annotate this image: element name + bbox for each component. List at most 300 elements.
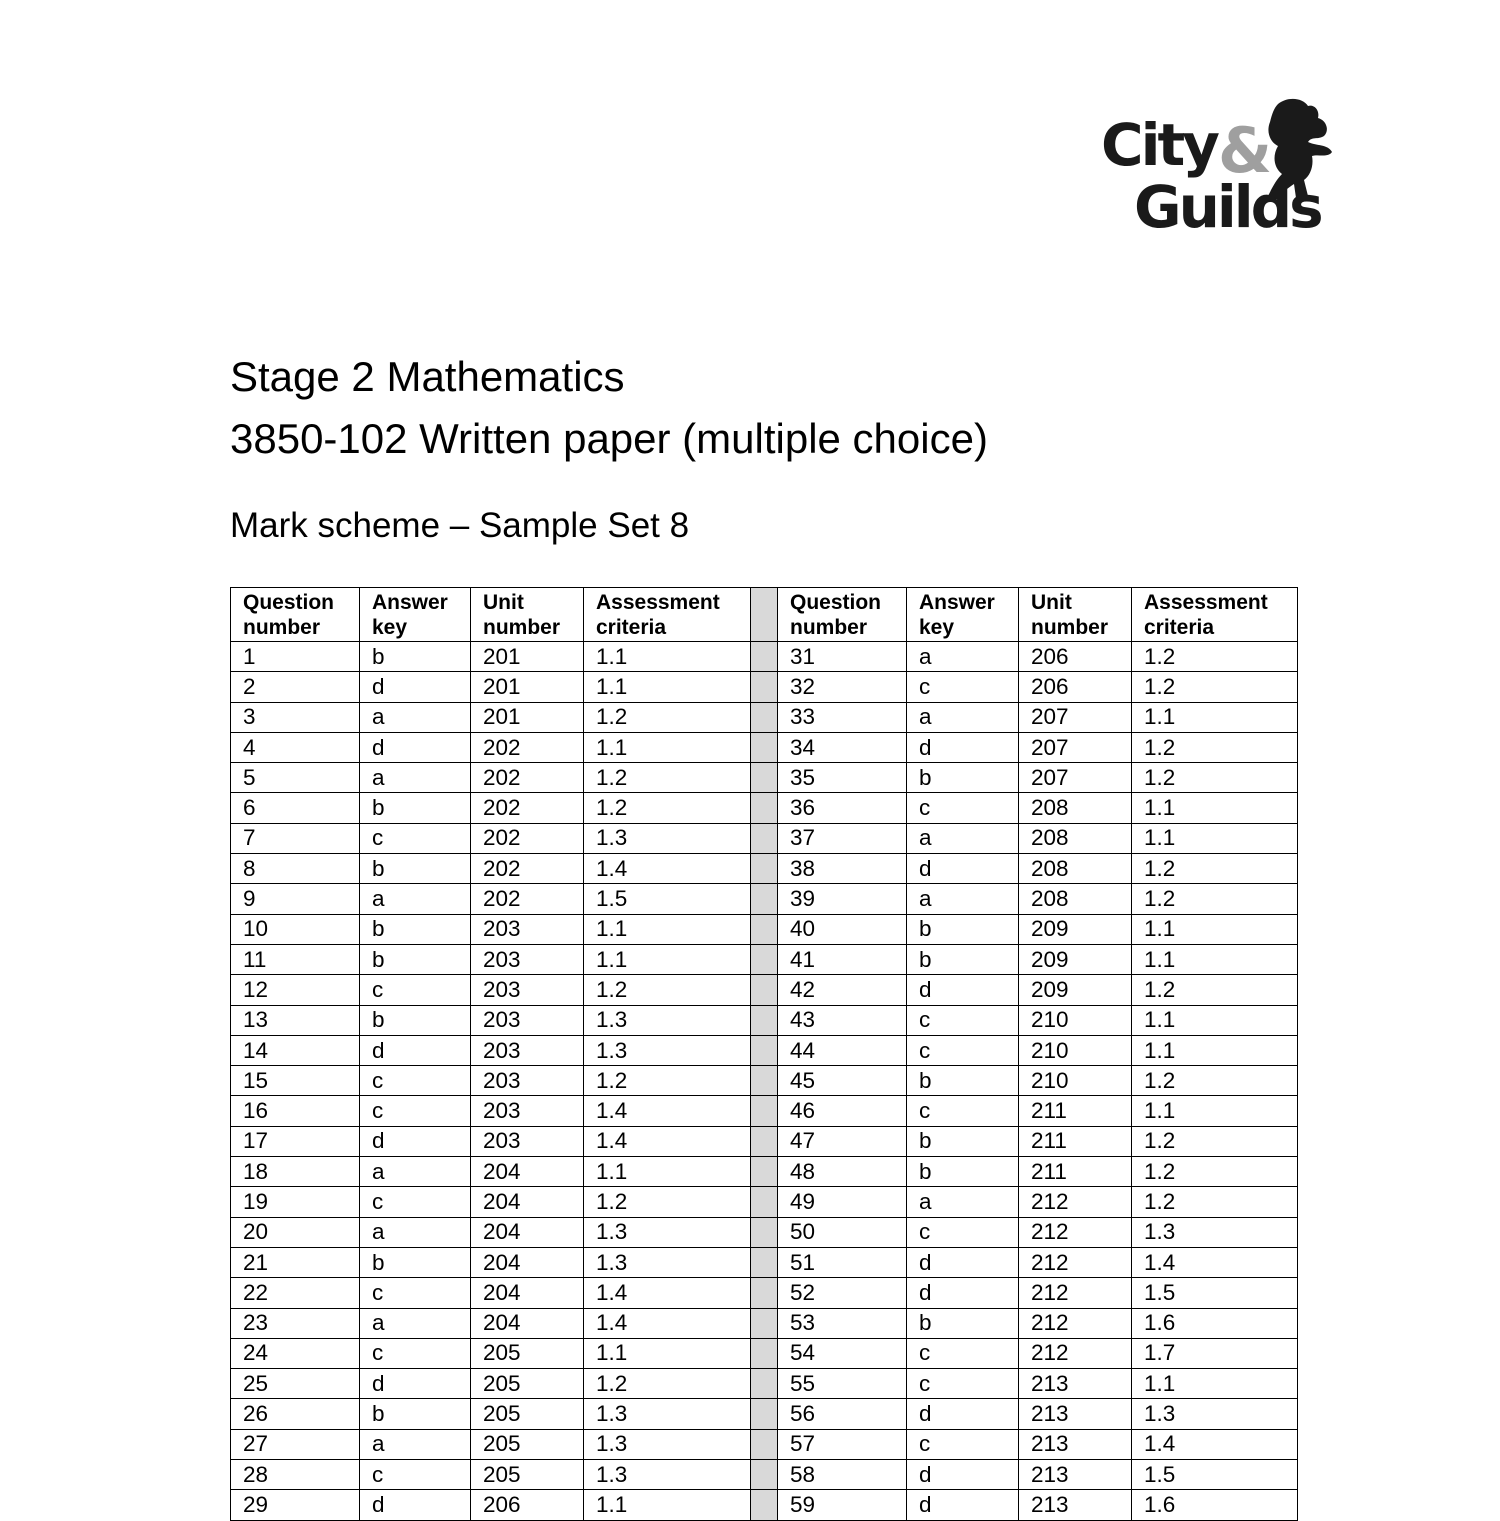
answer-key-cell: a bbox=[907, 642, 1019, 672]
answer-key-cell: c bbox=[907, 793, 1019, 823]
answer-key-cell: b bbox=[360, 642, 471, 672]
assessment-criteria-cell: 1.4 bbox=[584, 1096, 751, 1126]
table-row bbox=[231, 1217, 1298, 1247]
assessment-criteria-cell: 1.3 bbox=[584, 1247, 751, 1277]
question-number-cell: 39 bbox=[778, 884, 907, 914]
answer-key-cell: c bbox=[907, 1429, 1019, 1459]
assessment-criteria-cell: 1.1 bbox=[1132, 1369, 1298, 1399]
assessment-criteria-cell: 1.3 bbox=[584, 1005, 751, 1035]
unit-number-cell: 202 bbox=[471, 823, 584, 853]
header-text: Unit bbox=[1031, 590, 1072, 614]
table-row bbox=[231, 884, 1298, 914]
question-number-cell: 17 bbox=[231, 1126, 360, 1156]
unit-number-cell: 202 bbox=[471, 854, 584, 884]
column-divider bbox=[751, 1005, 778, 1035]
assessment-criteria-cell: 1.3 bbox=[1132, 1217, 1298, 1247]
assessment-criteria-cell: 1.2 bbox=[1132, 672, 1298, 702]
answer-key-cell: a bbox=[907, 1187, 1019, 1217]
question-number-cell: 32 bbox=[778, 672, 907, 702]
question-number-cell: 23 bbox=[231, 1308, 360, 1338]
column-divider bbox=[751, 944, 778, 974]
right-header-question-number bbox=[778, 588, 907, 642]
unit-number-cell: 201 bbox=[471, 642, 584, 672]
unit-number-cell: 206 bbox=[1019, 672, 1132, 702]
header-text: key bbox=[372, 615, 408, 639]
unit-number-cell: 206 bbox=[471, 1490, 584, 1520]
assessment-criteria-cell: 1.2 bbox=[584, 702, 751, 732]
right-header-assessment-criteria bbox=[1132, 588, 1298, 642]
column-divider bbox=[751, 1096, 778, 1126]
answer-key-cell: d bbox=[360, 1490, 471, 1520]
question-number-cell: 24 bbox=[231, 1338, 360, 1368]
question-number-cell: 42 bbox=[778, 975, 907, 1005]
column-divider bbox=[751, 1217, 778, 1247]
unit-number-cell: 202 bbox=[471, 884, 584, 914]
column-divider bbox=[751, 1157, 778, 1187]
question-number-cell: 11 bbox=[231, 944, 360, 974]
header-text: key bbox=[919, 615, 955, 639]
question-number-cell: 28 bbox=[231, 1460, 360, 1490]
unit-number-cell: 202 bbox=[471, 793, 584, 823]
assessment-criteria-cell: 1.2 bbox=[1132, 1157, 1298, 1187]
table-row bbox=[231, 1399, 1298, 1429]
unit-number-cell: 203 bbox=[471, 914, 584, 944]
table-row bbox=[231, 1308, 1298, 1338]
question-number-cell: 7 bbox=[231, 823, 360, 853]
unit-number-cell: 203 bbox=[471, 1096, 584, 1126]
column-divider bbox=[751, 1369, 778, 1399]
question-number-cell: 29 bbox=[231, 1490, 360, 1520]
header-text: Answer bbox=[372, 590, 448, 614]
unit-number-cell: 211 bbox=[1019, 1126, 1132, 1156]
column-divider bbox=[751, 732, 778, 762]
assessment-criteria-cell: 1.2 bbox=[1132, 884, 1298, 914]
column-divider bbox=[751, 1035, 778, 1065]
answer-key-cell: d bbox=[360, 732, 471, 762]
header-text: Question bbox=[790, 590, 882, 614]
column-divider bbox=[751, 588, 778, 642]
question-number-cell: 2 bbox=[231, 672, 360, 702]
question-number-cell: 34 bbox=[778, 732, 907, 762]
assessment-criteria-cell: 1.2 bbox=[1132, 1126, 1298, 1156]
assessment-criteria-cell: 1.1 bbox=[1132, 793, 1298, 823]
assessment-criteria-cell: 1.1 bbox=[584, 732, 751, 762]
mark-scheme-subtitle: Mark scheme – Sample Set 8 bbox=[230, 506, 690, 545]
question-number-cell: 5 bbox=[231, 763, 360, 793]
city-and-guilds-logo bbox=[1098, 96, 1333, 241]
answer-key-cell: a bbox=[360, 1429, 471, 1459]
answer-key-cell: b bbox=[360, 793, 471, 823]
answer-key-cell: d bbox=[907, 854, 1019, 884]
table-row bbox=[231, 1005, 1298, 1035]
column-divider bbox=[751, 1338, 778, 1368]
assessment-criteria-cell: 1.2 bbox=[1132, 642, 1298, 672]
assessment-criteria-cell: 1.2 bbox=[1132, 1187, 1298, 1217]
question-number-cell: 44 bbox=[778, 1035, 907, 1065]
left-header-unit-number bbox=[471, 588, 584, 642]
question-number-cell: 55 bbox=[778, 1369, 907, 1399]
assessment-criteria-cell: 1.5 bbox=[1132, 1460, 1298, 1490]
unit-number-cell: 210 bbox=[1019, 1035, 1132, 1065]
table-row bbox=[231, 732, 1298, 762]
assessment-criteria-cell: 1.6 bbox=[1132, 1308, 1298, 1338]
answer-key-cell: b bbox=[907, 1308, 1019, 1338]
assessment-criteria-cell: 1.1 bbox=[584, 1157, 751, 1187]
column-divider bbox=[751, 1490, 778, 1520]
column-divider bbox=[751, 884, 778, 914]
question-number-cell: 50 bbox=[778, 1217, 907, 1247]
question-number-cell: 16 bbox=[231, 1096, 360, 1126]
answer-key-cell: d bbox=[907, 975, 1019, 1005]
answer-key-cell: c bbox=[907, 1338, 1019, 1368]
column-divider bbox=[751, 914, 778, 944]
unit-number-cell: 204 bbox=[471, 1278, 584, 1308]
answer-key-cell: d bbox=[907, 1490, 1019, 1520]
assessment-criteria-cell: 1.3 bbox=[584, 1399, 751, 1429]
answer-key-cell: a bbox=[360, 702, 471, 732]
unit-number-cell: 210 bbox=[1019, 1005, 1132, 1035]
table-row bbox=[231, 1338, 1298, 1368]
question-number-cell: 41 bbox=[778, 944, 907, 974]
answer-key-cell: b bbox=[360, 944, 471, 974]
assessment-criteria-cell: 1.4 bbox=[584, 1126, 751, 1156]
answer-key-cell: b bbox=[360, 914, 471, 944]
column-divider bbox=[751, 1187, 778, 1217]
column-divider bbox=[751, 1066, 778, 1096]
answer-key-cell: a bbox=[360, 1157, 471, 1187]
unit-number-cell: 204 bbox=[471, 1217, 584, 1247]
assessment-criteria-cell: 1.1 bbox=[1132, 914, 1298, 944]
header-text: criteria bbox=[1144, 615, 1215, 639]
assessment-criteria-cell: 1.2 bbox=[1132, 975, 1298, 1005]
header-text: number bbox=[1031, 615, 1109, 639]
answer-key-cell: c bbox=[907, 1096, 1019, 1126]
answer-key-cell: d bbox=[360, 1035, 471, 1065]
column-divider bbox=[751, 823, 778, 853]
unit-number-cell: 210 bbox=[1019, 1066, 1132, 1096]
table-row bbox=[231, 1066, 1298, 1096]
assessment-criteria-cell: 1.1 bbox=[584, 1490, 751, 1520]
unit-number-cell: 203 bbox=[471, 944, 584, 974]
answer-key-cell: c bbox=[360, 823, 471, 853]
question-number-cell: 8 bbox=[231, 854, 360, 884]
unit-number-cell: 203 bbox=[471, 975, 584, 1005]
unit-number-cell: 205 bbox=[471, 1338, 584, 1368]
unit-number-cell: 202 bbox=[471, 763, 584, 793]
unit-number-cell: 204 bbox=[471, 1308, 584, 1338]
column-divider bbox=[751, 702, 778, 732]
right-header-answer-key bbox=[907, 588, 1019, 642]
column-divider bbox=[751, 793, 778, 823]
table-row bbox=[231, 642, 1298, 672]
table-header-row bbox=[231, 588, 1298, 642]
table-row bbox=[231, 823, 1298, 853]
table-row bbox=[231, 702, 1298, 732]
answer-key-cell: c bbox=[360, 1066, 471, 1096]
column-divider bbox=[751, 975, 778, 1005]
question-number-cell: 25 bbox=[231, 1369, 360, 1399]
table-row bbox=[231, 1187, 1298, 1217]
answer-key-cell: c bbox=[907, 1369, 1019, 1399]
question-number-cell: 10 bbox=[231, 914, 360, 944]
question-number-cell: 4 bbox=[231, 732, 360, 762]
question-number-cell: 15 bbox=[231, 1066, 360, 1096]
table-row bbox=[231, 1096, 1298, 1126]
assessment-criteria-cell: 1.3 bbox=[584, 823, 751, 853]
assessment-criteria-cell: 1.1 bbox=[584, 914, 751, 944]
paper-title: 3850-102 Written paper (multiple choice) bbox=[230, 415, 988, 462]
assessment-criteria-cell: 1.2 bbox=[1132, 763, 1298, 793]
unit-number-cell: 209 bbox=[1019, 914, 1132, 944]
answer-key-cell: b bbox=[907, 1126, 1019, 1156]
question-number-cell: 37 bbox=[778, 823, 907, 853]
header-text: Assessment bbox=[1144, 590, 1268, 614]
assessment-criteria-cell: 1.2 bbox=[584, 1187, 751, 1217]
question-number-cell: 27 bbox=[231, 1429, 360, 1459]
assessment-criteria-cell: 1.4 bbox=[584, 1308, 751, 1338]
logo-text-guilds: Guilds bbox=[1134, 173, 1321, 241]
column-divider bbox=[751, 1247, 778, 1277]
question-number-cell: 38 bbox=[778, 854, 907, 884]
question-number-cell: 26 bbox=[231, 1399, 360, 1429]
answer-key-cell: c bbox=[360, 975, 471, 1005]
question-number-cell: 59 bbox=[778, 1490, 907, 1520]
assessment-criteria-cell: 1.2 bbox=[584, 1066, 751, 1096]
table-row bbox=[231, 793, 1298, 823]
answer-key-cell: d bbox=[907, 1247, 1019, 1277]
answer-key-cell: c bbox=[907, 672, 1019, 702]
table-row bbox=[231, 1247, 1298, 1277]
answer-key-cell: c bbox=[360, 1338, 471, 1368]
left-header-assessment-criteria bbox=[584, 588, 751, 642]
assessment-criteria-cell: 1.1 bbox=[1132, 944, 1298, 974]
table-row bbox=[231, 1278, 1298, 1308]
answer-key-cell: a bbox=[907, 884, 1019, 914]
assessment-criteria-cell: 1.4 bbox=[584, 1278, 751, 1308]
assessment-criteria-cell: 1.1 bbox=[584, 672, 751, 702]
assessment-criteria-cell: 1.4 bbox=[584, 854, 751, 884]
answer-key-cell: c bbox=[360, 1278, 471, 1308]
question-number-cell: 6 bbox=[231, 793, 360, 823]
unit-number-cell: 213 bbox=[1019, 1490, 1132, 1520]
answer-key-cell: a bbox=[360, 763, 471, 793]
right-header-unit-number bbox=[1019, 588, 1132, 642]
left-header-question-number bbox=[231, 588, 360, 642]
unit-number-cell: 213 bbox=[1019, 1429, 1132, 1459]
header-text: number bbox=[790, 615, 868, 639]
header-text: Assessment bbox=[596, 590, 720, 614]
assessment-criteria-cell: 1.2 bbox=[1132, 854, 1298, 884]
header-text: number bbox=[243, 615, 321, 639]
table-row bbox=[231, 1035, 1298, 1065]
answer-key-cell: b bbox=[907, 944, 1019, 974]
header-text: Unit bbox=[483, 590, 524, 614]
assessment-criteria-cell: 1.3 bbox=[584, 1429, 751, 1459]
assessment-criteria-cell: 1.1 bbox=[1132, 823, 1298, 853]
assessment-criteria-cell: 1.1 bbox=[584, 944, 751, 974]
assessment-criteria-cell: 1.2 bbox=[584, 1369, 751, 1399]
question-number-cell: 20 bbox=[231, 1217, 360, 1247]
answer-key-cell: d bbox=[907, 1460, 1019, 1490]
unit-number-cell: 205 bbox=[471, 1369, 584, 1399]
unit-number-cell: 201 bbox=[471, 702, 584, 732]
column-divider bbox=[751, 1308, 778, 1338]
unit-number-cell: 212 bbox=[1019, 1278, 1132, 1308]
question-number-cell: 36 bbox=[778, 793, 907, 823]
assessment-criteria-cell: 1.1 bbox=[1132, 702, 1298, 732]
assessment-criteria-cell: 1.2 bbox=[584, 975, 751, 1005]
answer-key-cell: d bbox=[907, 732, 1019, 762]
assessment-criteria-cell: 1.7 bbox=[1132, 1338, 1298, 1368]
unit-number-cell: 207 bbox=[1019, 732, 1132, 762]
question-number-cell: 51 bbox=[778, 1247, 907, 1277]
unit-number-cell: 209 bbox=[1019, 944, 1132, 974]
assessment-criteria-cell: 1.6 bbox=[1132, 1490, 1298, 1520]
assessment-criteria-cell: 1.4 bbox=[1132, 1429, 1298, 1459]
answer-key-cell: b bbox=[360, 1005, 471, 1035]
table-row bbox=[231, 1429, 1298, 1459]
unit-number-cell: 212 bbox=[1019, 1338, 1132, 1368]
header-text: Answer bbox=[919, 590, 995, 614]
assessment-criteria-cell: 1.2 bbox=[584, 763, 751, 793]
unit-number-cell: 212 bbox=[1019, 1247, 1132, 1277]
answer-key-cell: c bbox=[360, 1460, 471, 1490]
table-row bbox=[231, 944, 1298, 974]
unit-number-cell: 213 bbox=[1019, 1399, 1132, 1429]
unit-number-cell: 204 bbox=[471, 1187, 584, 1217]
unit-number-cell: 202 bbox=[471, 732, 584, 762]
assessment-criteria-cell: 1.2 bbox=[1132, 1066, 1298, 1096]
header-text: number bbox=[483, 615, 561, 639]
question-number-cell: 52 bbox=[778, 1278, 907, 1308]
question-number-cell: 3 bbox=[231, 702, 360, 732]
question-number-cell: 57 bbox=[778, 1429, 907, 1459]
unit-number-cell: 205 bbox=[471, 1429, 584, 1459]
unit-number-cell: 201 bbox=[471, 672, 584, 702]
question-number-cell: 43 bbox=[778, 1005, 907, 1035]
unit-number-cell: 208 bbox=[1019, 793, 1132, 823]
logo-ampersand: & bbox=[1218, 114, 1273, 187]
column-divider bbox=[751, 763, 778, 793]
assessment-criteria-cell: 1.1 bbox=[584, 1338, 751, 1368]
question-number-cell: 19 bbox=[231, 1187, 360, 1217]
answer-key-cell: c bbox=[907, 1217, 1019, 1247]
answer-key-cell: d bbox=[907, 1278, 1019, 1308]
assessment-criteria-cell: 1.3 bbox=[1132, 1399, 1298, 1429]
unit-number-cell: 213 bbox=[1019, 1369, 1132, 1399]
unit-number-cell: 207 bbox=[1019, 763, 1132, 793]
left-header-answer-key bbox=[360, 588, 471, 642]
unit-number-cell: 203 bbox=[471, 1035, 584, 1065]
answer-key-cell: a bbox=[360, 1308, 471, 1338]
question-number-cell: 18 bbox=[231, 1157, 360, 1187]
answer-key-cell: d bbox=[360, 1126, 471, 1156]
question-number-cell: 22 bbox=[231, 1278, 360, 1308]
unit-number-cell: 209 bbox=[1019, 975, 1132, 1005]
document-title: Stage 2 Mathematics bbox=[230, 353, 625, 400]
answer-key-cell: a bbox=[360, 1217, 471, 1247]
question-number-cell: 40 bbox=[778, 914, 907, 944]
assessment-criteria-cell: 1.3 bbox=[584, 1460, 751, 1490]
question-number-cell: 49 bbox=[778, 1187, 907, 1217]
answer-key-cell: c bbox=[907, 1005, 1019, 1035]
question-number-cell: 47 bbox=[778, 1126, 907, 1156]
answer-key-cell: a bbox=[907, 823, 1019, 853]
answer-key-cell: b bbox=[360, 1247, 471, 1277]
assessment-criteria-cell: 1.3 bbox=[584, 1035, 751, 1065]
unit-number-cell: 212 bbox=[1019, 1308, 1132, 1338]
answer-key-cell: a bbox=[907, 702, 1019, 732]
question-number-cell: 35 bbox=[778, 763, 907, 793]
unit-number-cell: 203 bbox=[471, 1126, 584, 1156]
answer-key-cell: a bbox=[360, 884, 471, 914]
unit-number-cell: 212 bbox=[1019, 1187, 1132, 1217]
unit-number-cell: 213 bbox=[1019, 1460, 1132, 1490]
question-number-cell: 48 bbox=[778, 1157, 907, 1187]
column-divider bbox=[751, 1278, 778, 1308]
unit-number-cell: 207 bbox=[1019, 702, 1132, 732]
question-number-cell: 56 bbox=[778, 1399, 907, 1429]
column-divider bbox=[751, 1429, 778, 1459]
unit-number-cell: 205 bbox=[471, 1399, 584, 1429]
unit-number-cell: 205 bbox=[471, 1460, 584, 1490]
assessment-criteria-cell: 1.4 bbox=[1132, 1247, 1298, 1277]
unit-number-cell: 208 bbox=[1019, 823, 1132, 853]
question-number-cell: 13 bbox=[231, 1005, 360, 1035]
assessment-criteria-cell: 1.1 bbox=[1132, 1035, 1298, 1065]
table-row bbox=[231, 1126, 1298, 1156]
question-number-cell: 1 bbox=[231, 642, 360, 672]
question-number-cell: 9 bbox=[231, 884, 360, 914]
column-divider bbox=[751, 1460, 778, 1490]
header-text: criteria bbox=[596, 615, 667, 639]
question-number-cell: 12 bbox=[231, 975, 360, 1005]
unit-number-cell: 212 bbox=[1019, 1217, 1132, 1247]
question-number-cell: 54 bbox=[778, 1338, 907, 1368]
answer-key-cell: d bbox=[907, 1399, 1019, 1429]
unit-number-cell: 211 bbox=[1019, 1096, 1132, 1126]
table-row bbox=[231, 914, 1298, 944]
unit-number-cell: 208 bbox=[1019, 884, 1132, 914]
answer-key-cell: b bbox=[907, 914, 1019, 944]
assessment-criteria-cell: 1.1 bbox=[1132, 1096, 1298, 1126]
answer-key-cell: c bbox=[360, 1187, 471, 1217]
unit-number-cell: 204 bbox=[471, 1247, 584, 1277]
answer-key-cell: c bbox=[360, 1096, 471, 1126]
answer-key-cell: b bbox=[360, 1399, 471, 1429]
table-row bbox=[231, 975, 1298, 1005]
assessment-criteria-cell: 1.5 bbox=[584, 884, 751, 914]
unit-number-cell: 211 bbox=[1019, 1157, 1132, 1187]
assessment-criteria-cell: 1.1 bbox=[1132, 1005, 1298, 1035]
answer-key-cell: b bbox=[907, 1157, 1019, 1187]
table-row bbox=[231, 1369, 1298, 1399]
answer-key-cell: d bbox=[360, 1369, 471, 1399]
table-row bbox=[231, 1157, 1298, 1187]
table-row bbox=[231, 854, 1298, 884]
question-number-cell: 53 bbox=[778, 1308, 907, 1338]
logo-text-city: City bbox=[1101, 111, 1217, 179]
column-divider bbox=[751, 642, 778, 672]
table-row bbox=[231, 1460, 1298, 1490]
unit-number-cell: 204 bbox=[471, 1157, 584, 1187]
unit-number-cell: 208 bbox=[1019, 854, 1132, 884]
header-text: Question bbox=[243, 590, 335, 614]
answer-key-cell: b bbox=[907, 1066, 1019, 1096]
table-row bbox=[231, 672, 1298, 702]
question-number-cell: 33 bbox=[778, 702, 907, 732]
answer-key-cell: b bbox=[907, 763, 1019, 793]
